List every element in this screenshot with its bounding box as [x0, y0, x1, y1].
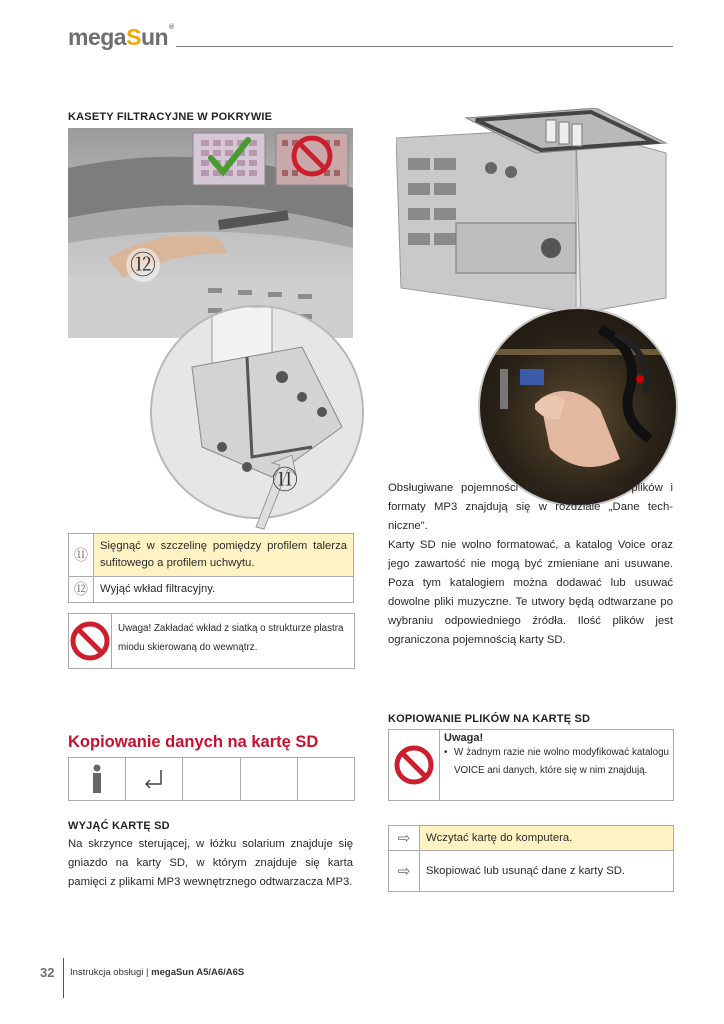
step-text: Sięgnąć w szczelinę pomiędzy profilem talerza sufitowego a profilem uchwytu. [94, 534, 354, 577]
callout-12: ⑫ [126, 248, 160, 282]
manual-label: Instrukcja obsługi | [70, 967, 152, 978]
voice-warning-box [388, 729, 674, 801]
action-row [389, 851, 673, 891]
icon-cell-person [69, 758, 126, 800]
footer-divider [63, 958, 64, 998]
logo-prefix: mega [68, 24, 127, 50]
icon-strip [68, 757, 355, 801]
warning-bullet-text: W żadnym razie nie wolno modyfikować katalogu VOICE ani danych, które się w nim znajdują. [454, 747, 669, 776]
logo-suffix: un [140, 24, 169, 50]
step-number: ⑫ [69, 577, 94, 603]
icon-cell-enter [126, 758, 183, 800]
step-number: ⑪ [69, 534, 94, 577]
copy-steps-table [388, 825, 674, 892]
warning-content [440, 730, 673, 800]
logo-registered-mark: ® [169, 24, 174, 31]
remove-card-title: WYJĄĆ KARTĘ SD [68, 820, 170, 832]
warning-bullet [444, 744, 669, 780]
filter-warning-box [68, 613, 355, 669]
warning-icon-cell [389, 730, 440, 800]
page-number: 32 [40, 965, 55, 980]
icon-cell-empty [298, 758, 354, 800]
warning-title: Uwaga! [444, 732, 484, 744]
enter-arrow-icon [141, 768, 167, 790]
control-box-illustration [396, 108, 678, 320]
icon-cell-empty [183, 758, 240, 800]
arrow-icon: ⇨ [389, 826, 420, 850]
copy-files-title: KOPIOWANIE PLIKÓW NA KARTĘ SD [388, 713, 591, 725]
action-text: Wczytać kartę do komputera. [426, 832, 573, 844]
icon-cell-empty [241, 758, 298, 800]
filter-cassette-photo [68, 128, 353, 338]
warning-text: Uwaga! Zakładać wkład z siatką o strukturze plastra miodu skierowaną do wewnątrz. [118, 623, 344, 653]
remove-card-text: Na skrzynce sterującej, w łóżku solarium znajduje się gniazdo na karty SD, w którym znajduje się karta pamięci z plikami MP3 wewnętrznego odtwarzacza MP3. [68, 838, 353, 888]
steps-table [68, 533, 354, 603]
callout-11: ⑪ [271, 465, 298, 495]
bullet-icon: • [444, 747, 448, 758]
supported-formats-text: Obsługiwane pojemności kart oraz systemy plików i formaty MP3 znajdują się w rozdziale „Dane tech-niczne". [388, 482, 673, 532]
step-text: Wyjąć wkład filtracyjny. [94, 577, 354, 603]
header-divider [176, 46, 673, 47]
sd-card-detail-zoom [478, 307, 678, 507]
arrow-icon: ⇨ [389, 851, 420, 891]
footer-label [70, 967, 244, 978]
brand-logo [68, 24, 174, 51]
person-icon [90, 764, 104, 794]
prohibit-icon [69, 620, 111, 662]
step-row [69, 534, 354, 577]
action-text: Skopiować lub usunąć dane z karty SD. [426, 865, 626, 877]
action-row [389, 826, 673, 851]
model-name: megaSun A5/A6/A6S [151, 967, 245, 978]
step-row [69, 577, 354, 603]
warning-icon-cell [69, 614, 112, 668]
copy-data-heading: Kopiowanie danych na kartę SD [68, 733, 319, 751]
prohibit-icon [393, 744, 435, 786]
logo-accent: S [126, 24, 141, 50]
filter-section-title: KASETY FILTRACYJNE W POKRYWIE [68, 111, 273, 123]
sd-card-rules-text: Karty SD nie wolno formatować, a katalog Voice oraz jego zawartość nie mogą być zmieniane ani usuwane. Poza tym katalogiem można dodawać lub usuwać dowolne pliki muzyczne. Te utwory będą odtwarzane po wybraniu odpowiedniego źródła. Ilość plików jest ograniczona pojemnością karty SD. [388, 539, 673, 646]
